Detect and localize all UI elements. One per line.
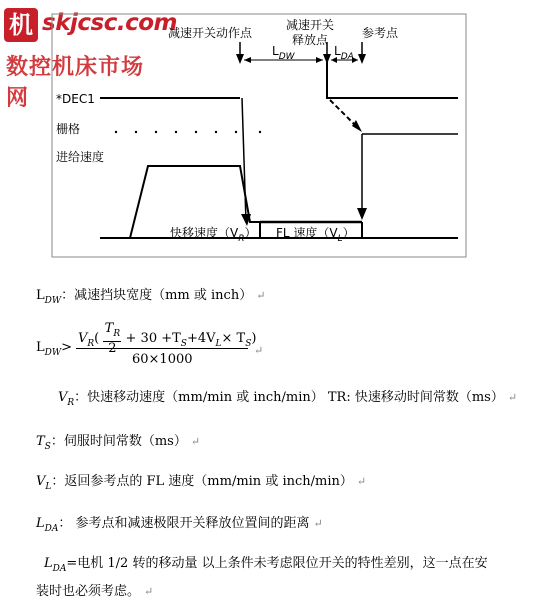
label-dec1: *DEC1 [56,92,95,106]
label-ldw: $L_{DW}$ [272,44,295,62]
ref-drop-arrow-icon [357,208,367,220]
label-feed-speed: 进给速度 [56,150,105,164]
label-rapid-speed: 快移速度$(V_R)$ [170,226,257,244]
decel-arrow-icon [236,54,244,64]
label-fl-speed: FL 速度$(V_L)$ [276,226,355,244]
site-name: 数控机床市场网 [6,54,145,111]
dec1-release [327,62,458,98]
ldw-left-arrow-icon [244,57,251,63]
vr-definition: $V_R$：快速移动速度（mm/min 或 inch/min） TR: 快速移动时间常数（ms） ↵ [58,390,518,408]
label-release-line2: 释放点 [292,33,329,47]
diagram-frame [52,14,466,257]
grid-dots [115,131,261,133]
install-note: 装时也必须考虑。 ↵ [36,584,154,599]
decel-drop-line [242,98,246,222]
grid-arrow-icon [352,120,362,132]
site-domain: skjcsc.com [42,10,177,36]
ldw-formula: $L_{DW}>$ $V_R$( $T_R$ $2 + 30 +T_S+4V_L\times T_S$) 60×1000 ↵ [36,321,264,367]
label-decel-point: 减速开关动作点 [168,26,253,40]
lda-note: $L_{DA}=$电机 1/2 转的移动量 以上条件未考虑限位开关的特性差别，这一点在安 [44,556,488,574]
label-lda: $L_{DA}$ [334,44,354,62]
label-grid: 栅格 [56,122,81,136]
vl-definition: $V_L$：返回参考点的 FL 速度（mm/min 或 inch/min） ↵ [36,474,367,492]
timing-diagram [0,0,542,280]
lda-definition: $L_{DA}$： 参考点和减速极限开关释放位置间的距离 ↵ [36,516,323,534]
grid-dashed-line [330,100,356,126]
label-release-line1: 减速开关 [286,18,335,32]
ref-arrow-icon [358,54,366,64]
label-ref-point: 参考点 [362,26,399,40]
site-logo-icon: 机 [4,8,38,42]
ldw-right-arrow-icon [316,57,323,63]
ldw-definition: $L_{DW}$：减速挡块宽度（mm 或 inch） ↵ [36,288,266,306]
ts-definition: $T_S$：伺服时间常数（ms） ↵ [36,434,201,452]
